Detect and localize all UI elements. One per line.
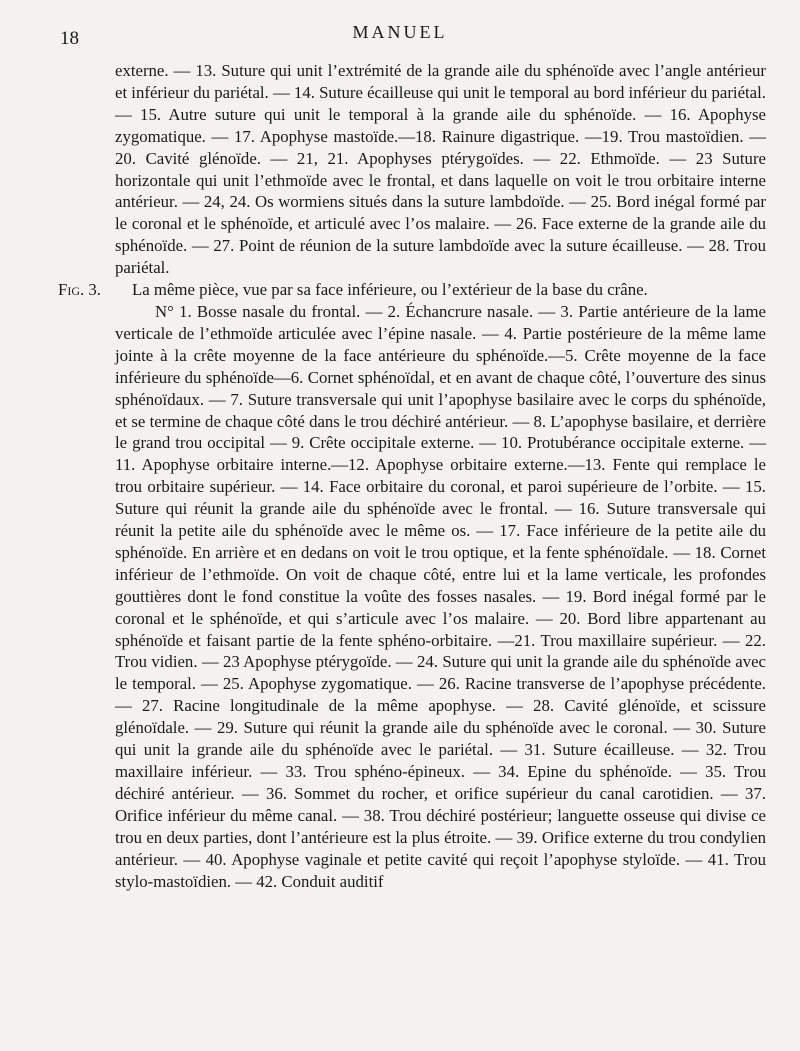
page-number: 18 — [60, 28, 79, 49]
figure-label — [58, 279, 132, 301]
figure-entry — [58, 279, 766, 301]
figure-legend — [58, 301, 766, 892]
figure-legend-text: N° 1. Bosse nasale du frontal. — 2. Échancrure nasale. — 3. Partie antérieure de la lame verticale de l’ethmoïde articulée avec l’épine nasale. — 4. Partie postérieure de la même lame jointe à la crête moyenne de la face antérieure du sphénoïde.—5. Crête moyenne de la face inférieure du sphénoïde—6. Cornet sphénoïdal, et en avant de chaque côté, l’ouverture des sinus sphénoïdaux. — 7. Suture transversale qui unit l’apophyse basilaire avec le corps du sphénoïde, et se termine de chaque côté dans le trou déchiré antérieur. — 8. L’apophyse basilaire, et derrière le grand trou occipital — 9. Crête occipitale externe. — 10. Protubérance occipitale externe. —11. Apophyse orbitaire interne.—12. Apophyse orbitaire externe.—13. Fente qui remplace le trou orbitaire supérieur. — 14. Face orbitaire du coronal, et paroi supérieure de l’orbite. — 15. Suture qui réunit la grande aile du sphénoïde avec le frontal. — 16. Suture transversale qui réunit la petite aile du sphénoïde avec le même os. — 17. Face inférieure de la petite aile du sphénoïde. En arrière et en dedans on voit le trou optique, et la fente sphénoïdale. — 18. Cornet inférieur de l’ethmoïde. On voit de chaque côté, entre lui et la lame verticale, les profondes gouttières dont le fond constitue la voûte des fosses nasales. — 19. Bord inégal formé par le coronal et le sphénoïde, et qui s’articule avec l’os malaire. — 20. Bord libre appartenant au sphénoïde et faisant partie de la fente sphéno-orbitaire. —21. Trou maxillaire supérieur. — 22. Trou vidien. — 23 Apophyse ptérygoïde. — 24. Suture qui unit la grande aile du sphénoïde avec le temporal. — 25. Apophyse zygomatique. — 26. Racine transverse de l’apophyse précédente. — 27. Racine longitudinale de la même apophyse. — 28. Cavité glénoïde, et scissure glénoïdale. — 29. Suture qui réunit la grande aile du sphénoïde avec le coronal. — 30. Suture qui unit la grande aile du sphénoïde avec le pariétal. — 31. Suture écailleuse. — 32. Trou maxillaire inférieur. — 33. Trou sphéno-épineux. — 34. Epine du sphénoïde. — 35. Trou déchiré antérieur. — 36. Sommet du rocher, et orifice supérieur du canal carotidien. — 37. Orifice inférieur du même canal. — 38. Trou déchiré postérieur; languette osseuse qui divise ce trou en deux parties, dont l’antérieure est la plus étroite. — 39. Orifice externe du trou condylien antérieur. — 40. Apophyse vaginale et petite cavité qui reçoit l’apophyse styloïde. — 41. Trou stylo-mastoïdien. — 42. Conduit auditif — [115, 301, 766, 891]
figure-caption: La même pièce, vue par sa face inférieure, ou l’extérieur de la base du crâne. — [132, 280, 648, 300]
figure-label-text: Fig. 3. — [58, 280, 101, 300]
continuation-paragraph: externe. — 13. Suture qui unit l’extrémité de la grande aile du sphénoïde avec l’angle antérieur et inférieur du pariétal. — 14. Suture écailleuse qui unit le temporal au bord inférieur du pariétal. — 15. Autre suture qui unit le temporal à la grande aile du sphénoïde. — 16. Apophyse zygomatique. — 17. Apophyse mastoïde.—18. Rainure digastrique. —19. Trou mastoïdien. —20. Cavité glénoïde. — 21, 21. Apophyses ptérygoïdes. — 22. Ethmoïde. — 23 Suture horizontale qui unit l’ethmoïde avec le frontal, et dans laquelle on voit le trou orbitaire interne antérieur. — 24, 24. Os wormiens situés dans la suture lambdoïde. — 25. Bord inégal formé par le coronal et le sphénoïde, et articulé avec l’os malaire. — 26. Face externe de la grande aile du sphénoïde. — 27. Point de réunion de la suture lambdoïde avec la suture écailleuse. — 28. Trou pariétal. — [115, 61, 766, 278]
running-title: MANUEL — [352, 22, 448, 42]
page-body — [58, 60, 766, 892]
